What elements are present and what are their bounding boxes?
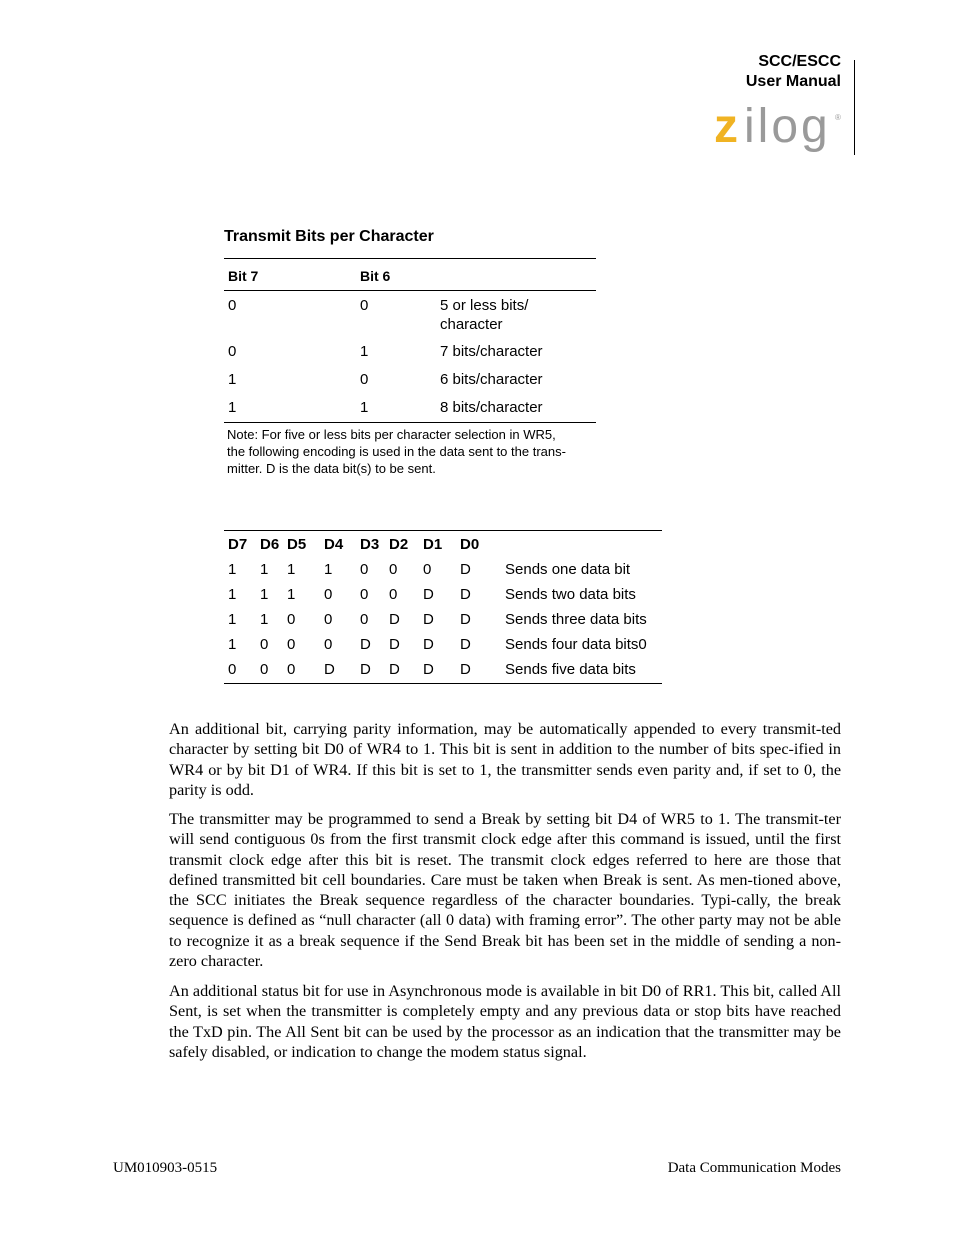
table2-bit-cell: 0: [389, 586, 398, 603]
table2-bit-cell: 0: [260, 661, 269, 678]
paragraph-break: The transmitter may be programmed to send a Break by setting bit D4 of WR5 to 1. The transmit-ter will send contiguous 0s from the first transmit clock edge after this command is issued, until the first transmit clock edge after this bit is reset. The transmit clock edges referred to here are those that defined transmitted bit cell boundaries. Care must be taken when Break is sent. As men-tioned above, the SCC initiates the Break sequence regardless of the character boundaries. Typi-cally, the break sequence is defined as “null character (all 0 data) with framing error”. The other party may not be able to recognize it as a break sequence if the Send Break bit has been set in the middle of sending a non-zero character.: [169, 810, 841, 971]
encoding-table: [224, 530, 662, 684]
table1-col-bit7: Bit 7: [228, 268, 259, 284]
table1-bit7: 0: [228, 343, 237, 360]
svg-text:z: z: [714, 104, 738, 153]
zilog-logo: [714, 104, 844, 161]
table2-bit-cell: D: [460, 586, 471, 603]
table-row: [224, 366, 596, 394]
table2-desc: Sends four data bits0: [505, 636, 647, 653]
table2-bit-cell: 0: [423, 561, 432, 578]
table2-bit-cell: 0: [324, 586, 333, 603]
table1-note-line: mitter. D is the data bit(s) to be sent.: [227, 461, 436, 476]
table2-bit-cell: 0: [360, 561, 369, 578]
table2-bit-cell: 1: [260, 586, 269, 603]
table2-bit-cell: D: [460, 661, 471, 678]
footer-doc-id: UM010903-0515: [113, 1160, 218, 1176]
table2-col-d2: D2: [389, 536, 409, 553]
table2-bit-cell: 1: [324, 561, 333, 578]
table2-bit-cell: 1: [287, 586, 296, 603]
table2-col-d7: D7: [228, 536, 248, 553]
table1-bit6: 0: [360, 297, 369, 314]
table2-desc: Sends one data bit: [505, 561, 631, 578]
table2-col-d3: D3: [360, 536, 380, 553]
table2-bit-cell: D: [389, 611, 400, 628]
table2-bit-cell: D: [324, 661, 335, 678]
table2-col-d1: D1: [423, 536, 443, 553]
table2-col-d5: D5: [287, 536, 307, 553]
table2-bit-cell: 0: [360, 586, 369, 603]
table1-col-bit6: Bit 6: [360, 268, 391, 284]
table1-bit6: 1: [360, 343, 369, 360]
table2-bit-cell: 0: [360, 611, 369, 628]
table2-bit-cell: 0: [324, 636, 333, 653]
table2-bit-cell: D: [360, 661, 371, 678]
table2-col-d6: D6: [260, 536, 280, 553]
table1-desc: 5 or less bits/: [440, 297, 529, 314]
table1-header-row: [224, 259, 596, 291]
table-row: [224, 291, 596, 338]
table2-bit-cell: 0: [287, 661, 296, 678]
table2-bit-cell: D: [460, 611, 471, 628]
table2-bit-cell: D: [423, 661, 434, 678]
table2-bit-cell: 1: [228, 561, 237, 578]
table2-bit-cell: 0: [287, 636, 296, 653]
table1-desc: 7 bits/character: [440, 343, 543, 360]
manual-title-line2: User Manual: [745, 73, 841, 90]
table1-bit7: 1: [228, 399, 237, 416]
table2-bit-cell: D: [423, 586, 434, 603]
zilog-logo-graphic: [714, 104, 844, 156]
table2-col-d4: D4: [324, 536, 344, 553]
table-row: [224, 394, 596, 423]
table1-bit7: 0: [228, 297, 237, 314]
footer-section: Data Communication Modes: [667, 1160, 841, 1176]
paragraph-parity: An additional bit, carrying parity information, may be automatically appended to every transmit-ted character by setting bit D0 of WR4 to 1. This bit is sent in addition to the number of bits spec-ified in WR4 or by bit D1 of WR4. If this bit is set to 1, the transmitter sends even parity and, if set to 0, the parity is odd.: [169, 720, 841, 799]
table2-desc: Sends three data bits: [505, 611, 647, 628]
table1-bit7: 1: [228, 371, 237, 388]
table1-bit6: 0: [360, 371, 369, 388]
table2-desc: Sends two data bits: [505, 586, 636, 603]
table2-bit-cell: D: [389, 636, 400, 653]
table2-bit-cell: D: [389, 661, 400, 678]
table2-bit-cell: 1: [228, 586, 237, 603]
table2-bit-cell: 1: [260, 611, 269, 628]
table2-bit-cell: 1: [228, 636, 237, 653]
table2-col-d0: D0: [460, 536, 480, 553]
table1-desc: 6 bits/character: [440, 371, 543, 388]
manual-title-line1: SCC/ESCC: [758, 53, 841, 70]
table2-bit-cell: D: [423, 611, 434, 628]
table1-title: Transmit Bits per Character: [224, 228, 434, 245]
table1-note: [227, 426, 599, 477]
table2-bit-cell: D: [460, 561, 471, 578]
table1-note-line: the following encoding is used in the data sent to the trans-: [227, 444, 566, 459]
table1-bit6: 1: [360, 399, 369, 416]
table2-bit-cell: 0: [389, 561, 398, 578]
table1-desc: 8 bits/character: [440, 399, 543, 416]
paragraph-all-sent: An additional status bit for use in Asynchronous mode is available in bit D0 of RR1. This bit, called All Sent, is set when the transmitter is completely empty and any previous data or stop bits have reached the TxD pin. The All Sent bit can be used by the processor as an indication that the transmitter may be safely disabled, or indication to change the modem status signal.: [169, 982, 841, 1061]
header-rule: [854, 60, 855, 155]
svg-text:ilog: ilog: [744, 104, 831, 153]
table2-bit-cell: 0: [260, 636, 269, 653]
table2-bit-cell: D: [423, 636, 434, 653]
table2-bit-cell: 1: [228, 611, 237, 628]
svg-text:®: ®: [835, 113, 841, 122]
table2-desc: Sends five data bits: [505, 661, 636, 678]
table1-desc-line2: character: [440, 316, 503, 333]
table2-bit-cell: 1: [260, 561, 269, 578]
table2-bit-cell: 1: [287, 561, 296, 578]
table2-bit-cell: 0: [324, 611, 333, 628]
table2-bit-cell: 0: [228, 661, 237, 678]
table2-bit-cell: D: [360, 636, 371, 653]
table1-note-line: Note: For five or less bits per character selection in WR5,: [227, 427, 556, 442]
transmit-bits-table: [224, 258, 596, 423]
table-row: [224, 338, 596, 366]
manual-title: [746, 52, 841, 92]
table2-bit-cell: 0: [287, 611, 296, 628]
table2-bit-cell: D: [460, 636, 471, 653]
